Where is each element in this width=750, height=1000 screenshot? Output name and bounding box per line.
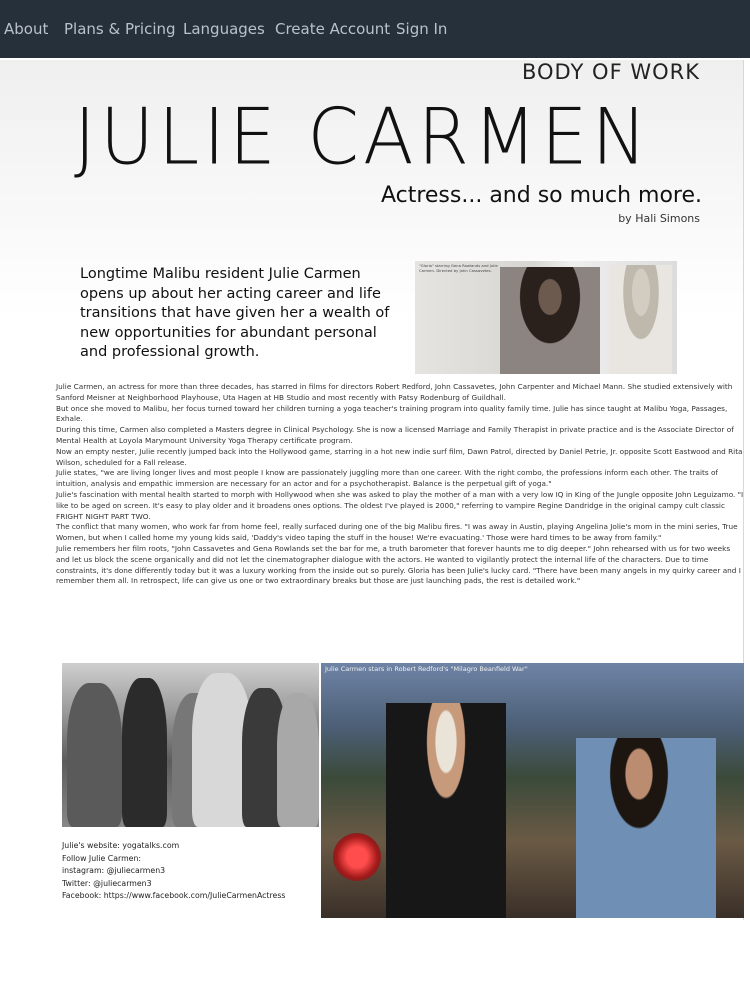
body-paragraph: Julie Carmen, an actress for more than three decades, has starred in films for directors Robert Redford, John Cassavetes, John Carpenter and Michael Mann. She studied extensively with Sanford Meisner at Neighborhood Playhouse, Uta Hagen at HB Studio and most recently with Patsy Rodenburg of Guildhall.: [56, 382, 733, 402]
photo-red-light: [333, 833, 381, 881]
photo-figure-julie: [500, 267, 600, 374]
body-paragraph: Now an empty nester, Julie recently jumped back into the Hollywood game, starring in a hot new indie surf film, Dawn Patrol, directed by Daniel Petrie, Jr. opposite Scott Eastwood and Rita Wilson, scheduled for a Fall release.: [56, 446, 743, 467]
article-byline: by Hali Simons: [618, 212, 700, 225]
contact-line: Twitter: @juliecarmen3: [62, 878, 152, 888]
body-paragraph: Julie states, "we are living longer lives and most people I know are passionately juggling more than one career. With the right combo, the professions inform each other. The traits of intuition, analysis and empathic immersion are necessary for an actor and for a psychotherapist. Balance is the perpetual gift of yoga.": [56, 468, 718, 489]
body-paragraph: The conflict that many women, who work far from home feel, really surfaced during one of the big Malibu fires. "I was away in Austin, playing Angelina Jolie's mom in the mini series, True Women, but when I called home my young kids said, 'Daddy's video taping the stuff in the house! We're evacuating.' Those were hard times to be away from family.": [56, 522, 738, 543]
article-body: [56, 382, 746, 587]
nav-link-languages[interactable]: Languages: [183, 20, 265, 38]
article-subhead: Actress... and so much more.: [380, 183, 702, 208]
body-paragraph: During this time, Carmen also completed a Masters degree in Clinical Psychology. She is now a licensed Marriage and Family Therapist in private practice and is the Associate Director of Mental Health at Loyola Marymount University Yoga Therapy certificate program.: [56, 425, 734, 445]
contact-line: instagram: @juliecarmen3: [62, 866, 166, 875]
photo-figure-gena: [610, 265, 672, 374]
gloria-photo: [415, 261, 677, 374]
section-title: BODY OF WORK: [521, 60, 700, 84]
body-paragraph: Julie's fascination with mental health started to morph with Hollywood when she was asked to play the mother of a man with a very low IQ in King of the Jungle opposite John Leguizamo. "I like to be aged on screen. It's easy to play older and it broadens ones options. The oldest I've played is 2000," referring to vampire Regine Dandridge in the original campy cult classic FRIGHT NIGHT PART TWO.: [56, 489, 744, 521]
nav-link-create-account[interactable]: Create Account: [275, 20, 391, 38]
body-paragraph: Julie remembers her film roots, "John Cassavetes and Gena Rowlands set the bar for me, a truth barometer that forever haunts me to dig deeper." John rehearsed with us for two weeks and let us block the scene organically and did not let the cinematographer dialogue with the actors. He wanted to vigilantly protect the internal life of the characters. Due to time constraints, it's done differently today but it was a luxury working from the inside out so purely. Gloria has been Julie's lucky card. "There have been many angels in my quirky career and I remember them all. In retrospect, life can give us one or two extraordinary breaks but those are just launching pads, the rest is detailed work.": [56, 543, 741, 586]
contact-line: Follow Julie Carmen:: [62, 853, 142, 863]
crowd-photo: [62, 663, 319, 827]
milagro-photo-caption: Julie Carmen stars in Robert Redford's "Milagro Beanfield War": [325, 665, 528, 673]
article-deck: Longtime Malibu resident Julie Carmen opens up about her acting career and life transitions that have given her a wealth of new opportunities for abundant personal and professional growth.: [80, 266, 390, 360]
milagro-photo: [321, 663, 744, 918]
contact-line: Facebook: https://www.facebook.com/JulieCarmenActress: [62, 891, 286, 900]
photo-figure: [67, 683, 122, 827]
nav-link-about[interactable]: About: [4, 20, 49, 38]
photo-figure-julie: [576, 738, 716, 918]
body-paragraph: But once she moved to Malibu, her focus turned toward her children turning a yoga teacher's training program into quality family time. Julie has since taught at Malibu Yoga, Passages, Exhale.: [56, 403, 728, 424]
photo-figure: [122, 678, 167, 827]
top-navigation-bar: [0, 0, 750, 58]
nav-link-sign-in[interactable]: Sign In: [396, 20, 448, 38]
photo-figure-redford: [386, 703, 506, 918]
contact-line: Julie's website: yogatalks.com: [62, 841, 180, 850]
article-headline: JULIE CARMEN: [74, 91, 651, 183]
nav-link-plans-pricing[interactable]: Plans & Pricing: [64, 20, 176, 38]
gloria-photo-caption: "Gloria" starring Gena Rowlands and Julie Carmen. Directed by John Cassavetes.: [419, 263, 498, 273]
photo-figure: [277, 693, 319, 827]
contact-info: [62, 840, 317, 903]
